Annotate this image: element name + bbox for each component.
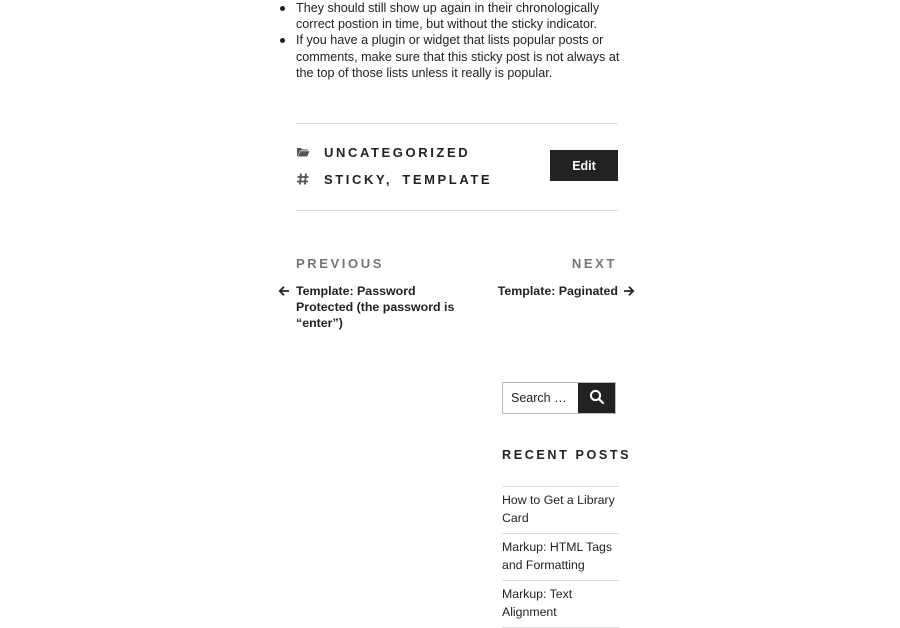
next-post-kicker: NEXT: [571, 256, 617, 271]
list-item: [502, 534, 619, 581]
category-list: [324, 145, 470, 160]
recent-post-link[interactable]: How to Get a Library Card: [502, 493, 615, 525]
post-content-list: [278, 0, 623, 81]
list-item: [502, 487, 619, 534]
search-icon: [589, 389, 605, 405]
tag-list: [324, 172, 492, 187]
list-item: [502, 581, 619, 628]
recent-posts-list: [502, 486, 619, 628]
search-button[interactable]: [578, 383, 615, 413]
tag-separator: ,: [385, 172, 393, 187]
previous-post-kicker: PREVIOUS: [296, 256, 384, 271]
divider: [296, 210, 618, 211]
next-post-link[interactable]: Template: Paginated: [497, 284, 618, 298]
list-item: They should still show up again in their chronologically correct postion in time, but without the sticky indicator.: [278, 0, 623, 32]
previous-post-link[interactable]: Template: Password Protected (the password is “enter”): [296, 284, 455, 331]
edit-button[interactable]: Edit: [550, 150, 618, 181]
search-form: [502, 382, 616, 414]
tag-link-sticky[interactable]: STICKY: [324, 172, 386, 187]
tag-link-template[interactable]: TEMPLATE: [402, 172, 493, 187]
arrow-right-icon[interactable]: [623, 285, 635, 297]
folder-icon: [296, 145, 310, 159]
divider: [296, 123, 618, 124]
recent-post-link[interactable]: Markup: HTML Tags and Formatting: [502, 540, 613, 572]
category-link[interactable]: UNCATEGORIZED: [324, 145, 471, 160]
list-item: If you have a plugin or widget that lists popular posts or comments, make sure that this sticky post is not always at the top of those lists unless it really is popular.: [278, 32, 623, 81]
recent-post-link[interactable]: Markup: Text Alignment: [502, 587, 573, 619]
arrow-left-icon[interactable]: [278, 285, 290, 297]
search-input[interactable]: [503, 383, 580, 413]
hashtag-icon: [296, 172, 310, 186]
recent-posts-title: RECENT POSTS: [502, 448, 632, 462]
